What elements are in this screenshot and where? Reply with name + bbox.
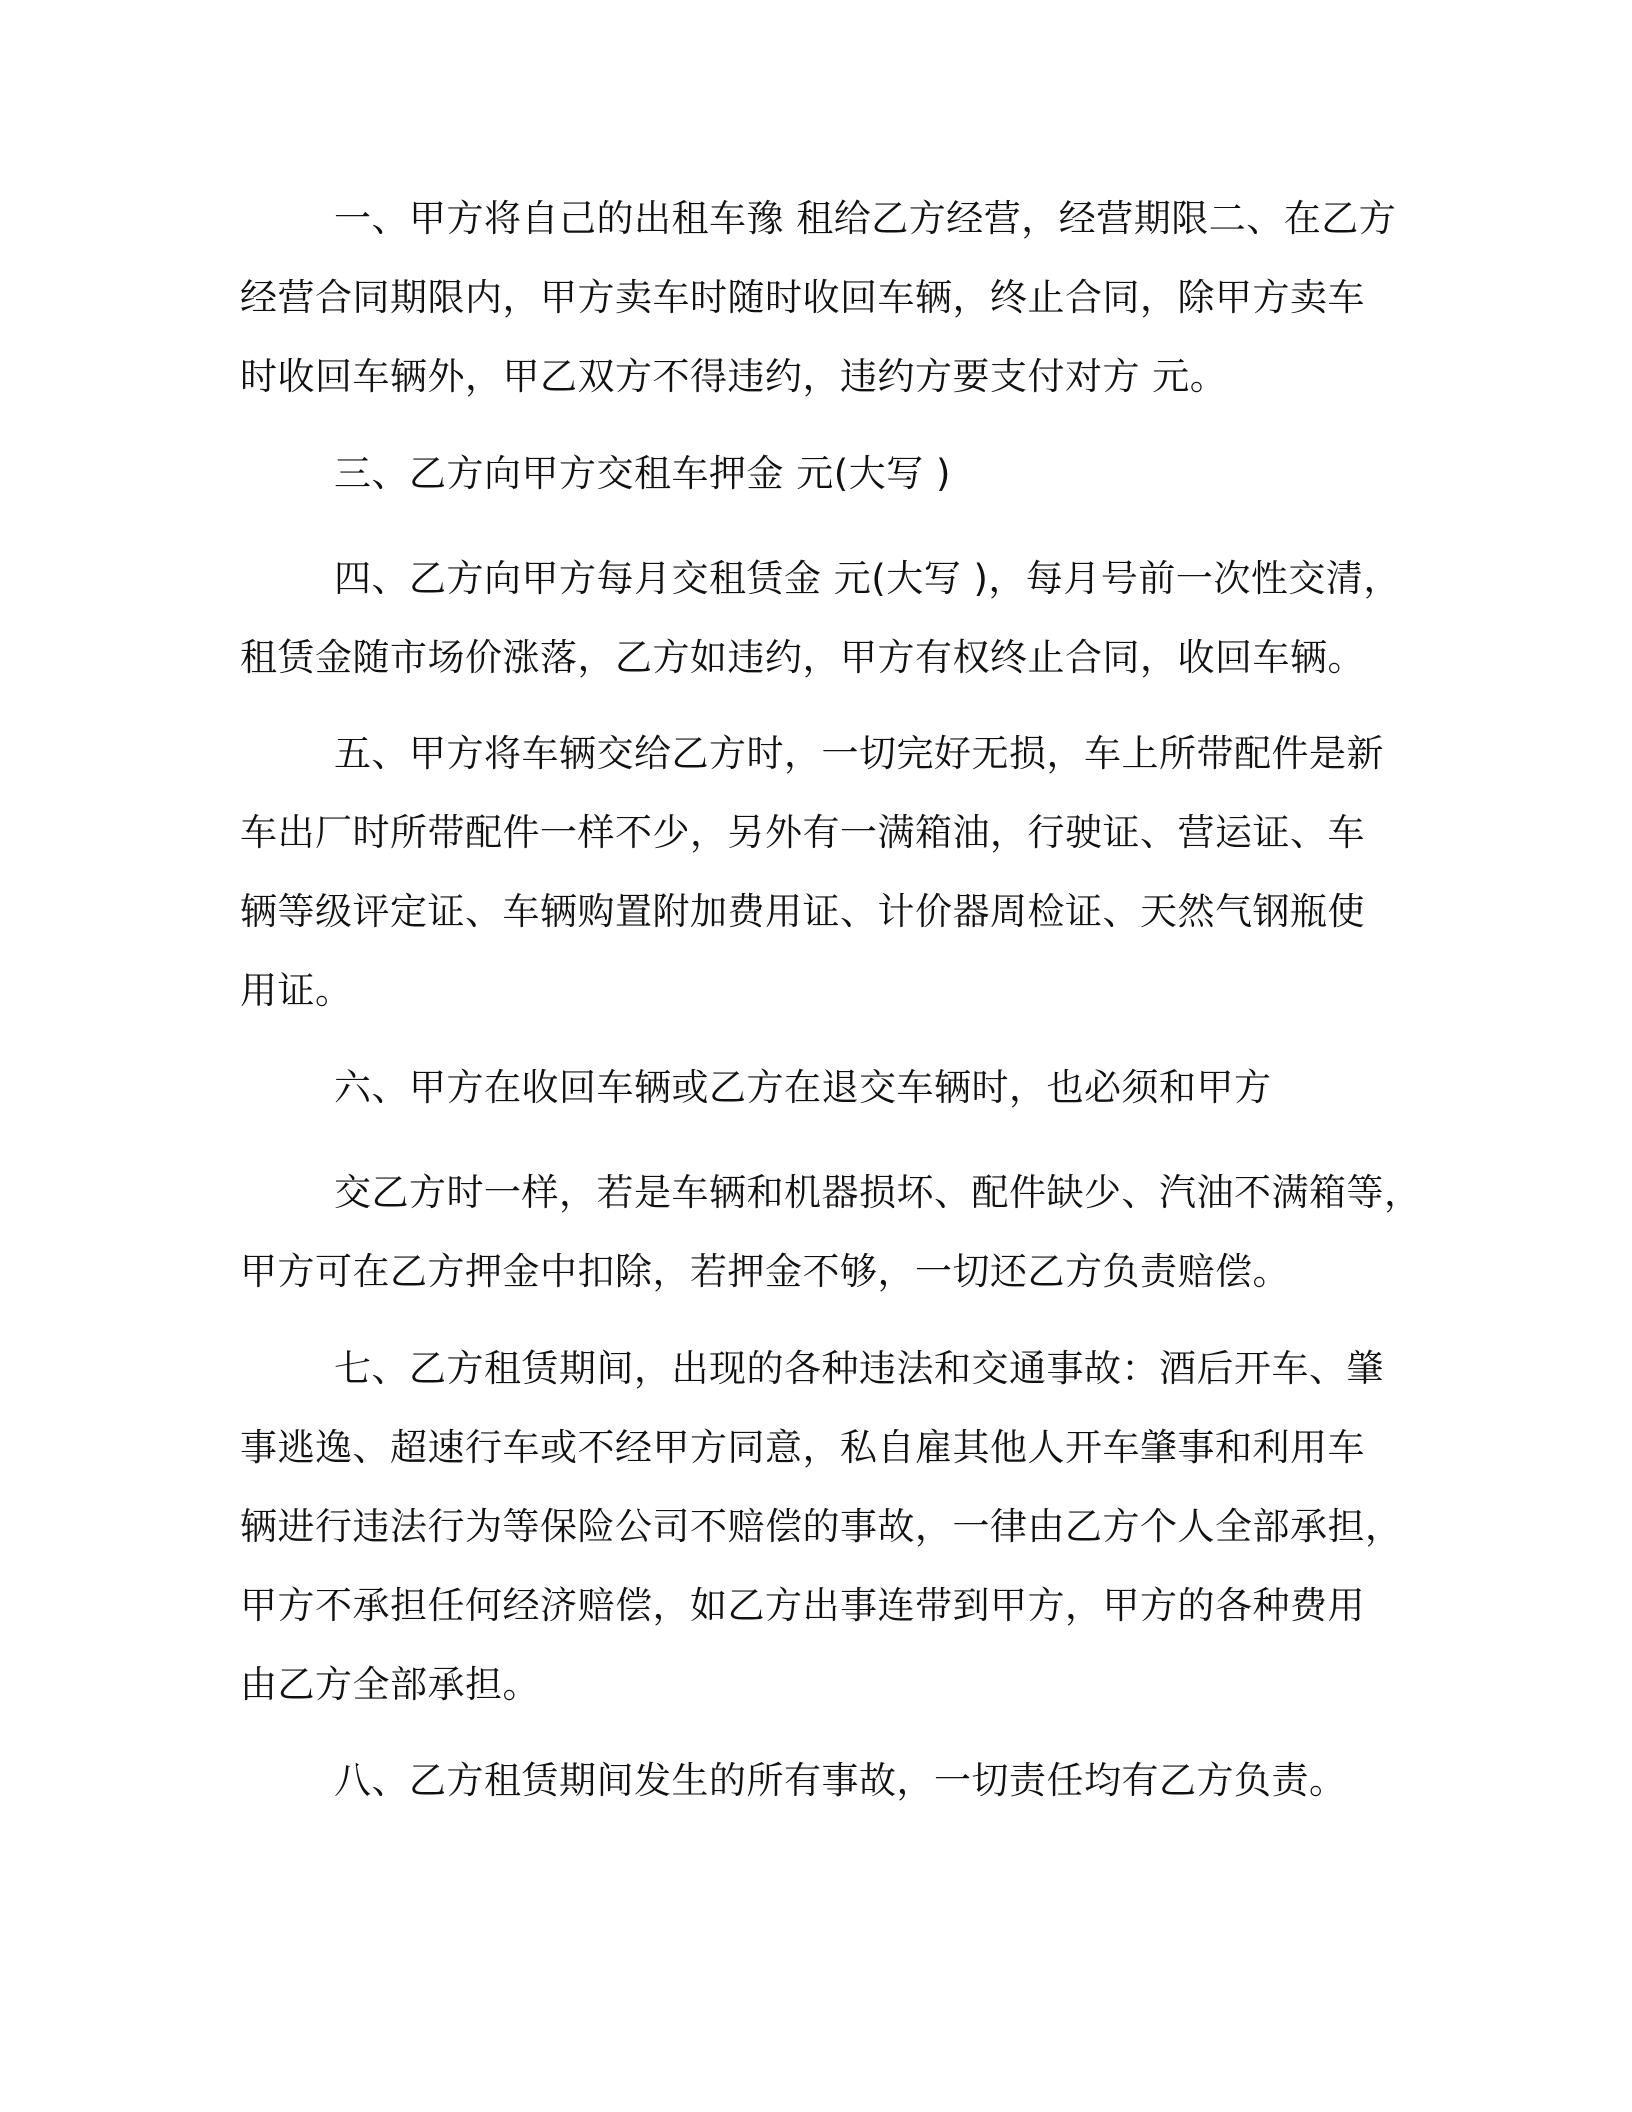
paragraph-5 <box>240 714 1410 1030</box>
paragraph-1 <box>240 179 1410 416</box>
paragraph-line: 六、甲方在收回车辆或乙方在退交车辆时，也必须和甲方 <box>334 1066 1272 1109</box>
paragraph-line: 七、乙方租赁期间，出现的各种违法和交通事故：酒后开车、肇 <box>334 1347 1384 1390</box>
paragraph-line: 车出厂时所带配件一样不少，另外有一满箱油，行驶证、营运证、车 <box>240 811 1365 854</box>
paragraph-line: 辆等级评定证、车辆购置附加费用证、计价器周检证、天然气钢瓶使 <box>240 890 1365 933</box>
paragraph-line: 由乙方全部承担。 <box>240 1663 540 1706</box>
paragraph-line: 时收回车辆外，甲乙双方不得违约，违约方要支付对方 元。 <box>240 355 1228 398</box>
paragraph-line: 四、乙方向甲方每月交租赁金 元(大写 )，每月号前一次性交清， <box>334 557 1401 600</box>
paragraph-6 <box>240 1048 1410 1127</box>
paragraph-line: 用证。 <box>240 969 353 1012</box>
paragraph-6-continued <box>240 1153 1422 1311</box>
paragraph-8 <box>240 1741 1410 1820</box>
paragraph-4 <box>240 539 1410 697</box>
paragraph-line: 租赁金随市场价涨落，乙方如违约，甲方有权终止合同，收回车辆。 <box>240 636 1365 679</box>
paragraph-line: 辆进行违法行为等保险公司不赔偿的事故，一律由乙方个人全部承担， <box>240 1505 1403 1548</box>
paragraph-line: 八、乙方租赁期间发生的所有事故，一切责任均有乙方负责。 <box>334 1759 1347 1802</box>
paragraph-3 <box>240 434 1410 513</box>
paragraph-line: 交乙方时一样，若是车辆和机器损坏、配件缺少、汽油不满箱等， <box>334 1171 1422 1214</box>
paragraph-line: 五、甲方将车辆交给乙方时，一切完好无损，车上所带配件是新 <box>334 732 1384 775</box>
paragraph-line: 一、甲方将自己的出租车豫 租给乙方经营，经营期限二、在乙方 <box>334 197 1397 240</box>
paragraph-line: 甲方不承担任何经济赔偿，如乙方出事连带到甲方，甲方的各种费用 <box>240 1584 1365 1627</box>
paragraph-line: 事逃逸、超速行车或不经甲方同意，私自雇其他人开车肇事和利用车 <box>240 1426 1365 1469</box>
paragraph-7 <box>240 1329 1410 1724</box>
paragraph-line: 甲方可在乙方押金中扣除，若押金不够，一切还乙方负责赔偿。 <box>240 1250 1290 1293</box>
paragraph-line: 经营合同期限内，甲方卖车时随时收回车辆，终止合同，除甲方卖车 <box>240 276 1365 319</box>
paragraph-line: 三、乙方向甲方交租车押金 元(大写 ) <box>334 452 951 495</box>
